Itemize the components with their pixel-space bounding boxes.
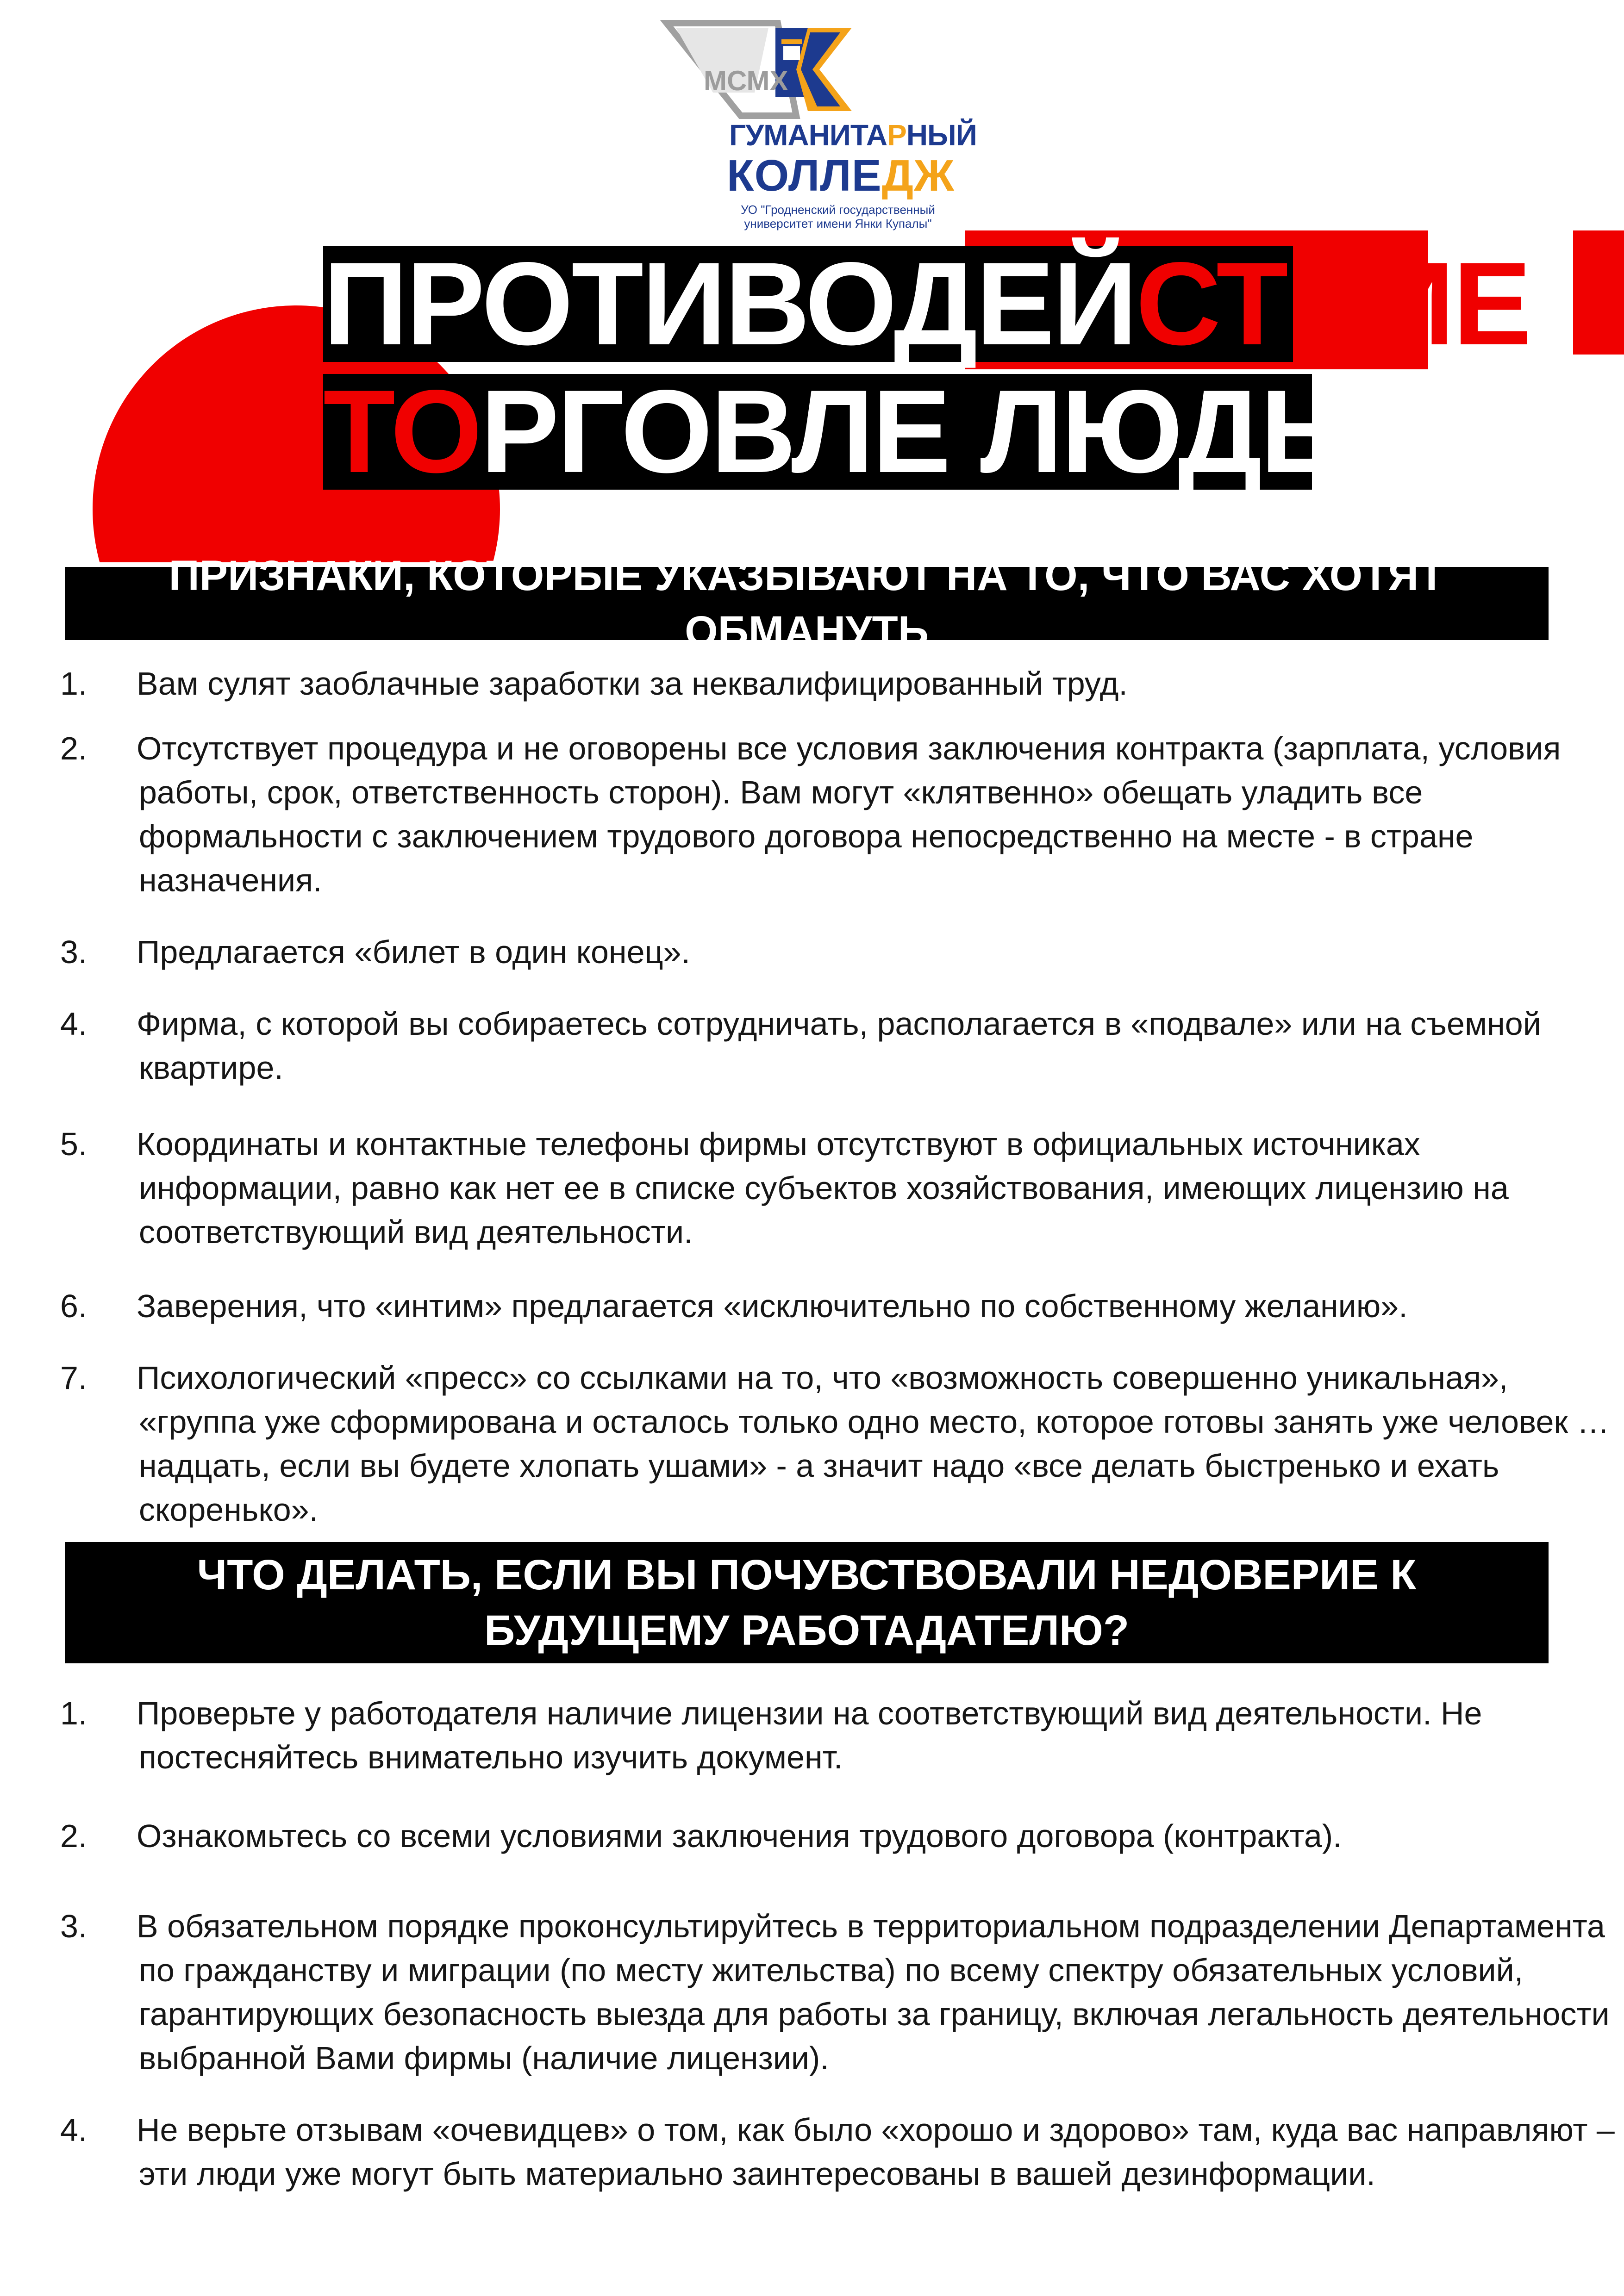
section-heading-warning-signs: ПРИЗНАКИ, КОТОРЫЕ УКАЗЫВАЮТ НА ТО, ЧТО ВАС ХОТЯТ ОБМАНУТЬ — [65, 567, 1549, 640]
section-heading-what-to-do: ЧТО ДЕЛАТЬ, ЕСЛИ ВЫ ПОЧУВСТВОВАЛИ НЕДОВЕРИЕ К БУДУЩЕМУ РАБОТАДАТЕЛЮ? — [65, 1542, 1549, 1663]
page-title-line-1: ПРОТИВОДЕЙСТВИЕ — [323, 238, 1530, 370]
list-item: 4. Не верьте отзывам «очевидцев» о том, как было «хорошо и здорово» там, куда вас направляют – эти люди уже могут быть материально заинтересованы в вашей дезинформации. — [60, 2112, 1615, 2192]
logo-mcm-text: МСМХ — [704, 65, 788, 96]
list-item: 3. В обязательном порядке проконсультируйтесь в территориальном подразделении Департамента по гражданству и миграции (по месту жительства) по всему спектру обязательных условий, гарантирующих безопасность выезда для работы за границу, включая легальность деятельности выбранной Вами фирмы (наличие лицензии). — [60, 1908, 1610, 2076]
list-item: 3. Предлагается «билет в один конец». — [60, 934, 690, 970]
logo-word-2: КОЛЛЕДЖ — [727, 151, 955, 200]
list-item: 2. Ознакомьтесь со всеми условиями заключения трудового договора (контракта). — [60, 1818, 1342, 1854]
list-item: 7. Психологический «пресс» со ссылками на то, что «возможность совершенно уникальная», «группа уже сформирована и осталось только одно место, которое готовы занять уже человек …надцать, если вы будете хлопать ушами» - а значит надо «все делать быстренько и ехать скоренько». — [60, 1360, 1610, 1528]
red-bar-decoration — [1573, 230, 1624, 355]
logo-word-1: ГУМАНИТАРНЫЙ — [729, 118, 977, 152]
list-item: 5. Координаты и контактные телефоны фирмы отсутствуют в официальных источниках информации, равно как нет ее в списке субъектов хозяйствования, имеющих лицензию на соответствующий вид деятельности. — [60, 1126, 1509, 1250]
page-title-line-2: ТОРГОВЛЕ ЛЮДЬМИ — [323, 366, 1520, 498]
logo-subtitle: УО "Гродненский государственный университет имени Янки Купалы" — [741, 203, 935, 230]
list-item: 2. Отсутствует процедура и не оговорены все условия заключения контракта (зарплата, условия работы, срок, ответственность сторон). Вам могут «клятвенно» обещать уладить все формальности с заключением трудового договора непосредственно на месте - в стране назначения. — [60, 730, 1561, 898]
list-item: 1. Проверьте у работодателя наличие лицензии на соответствующий вид деятельности. Не постесняйтесь внимательно изучить документ. — [60, 1695, 1482, 1775]
college-logo — [657, 19, 977, 230]
list-item: 4. Фирма, с которой вы собираетесь сотрудничать, располагается в «подвале» или на съемной квартире. — [60, 1006, 1541, 1086]
list-item: 1. Вам сулят заоблачные заработки за неквалифицированный труд. — [60, 666, 1128, 702]
list-item: 6. Заверения, что «интим» предлагается «исключительно по собственному желанию». — [60, 1288, 1408, 1324]
